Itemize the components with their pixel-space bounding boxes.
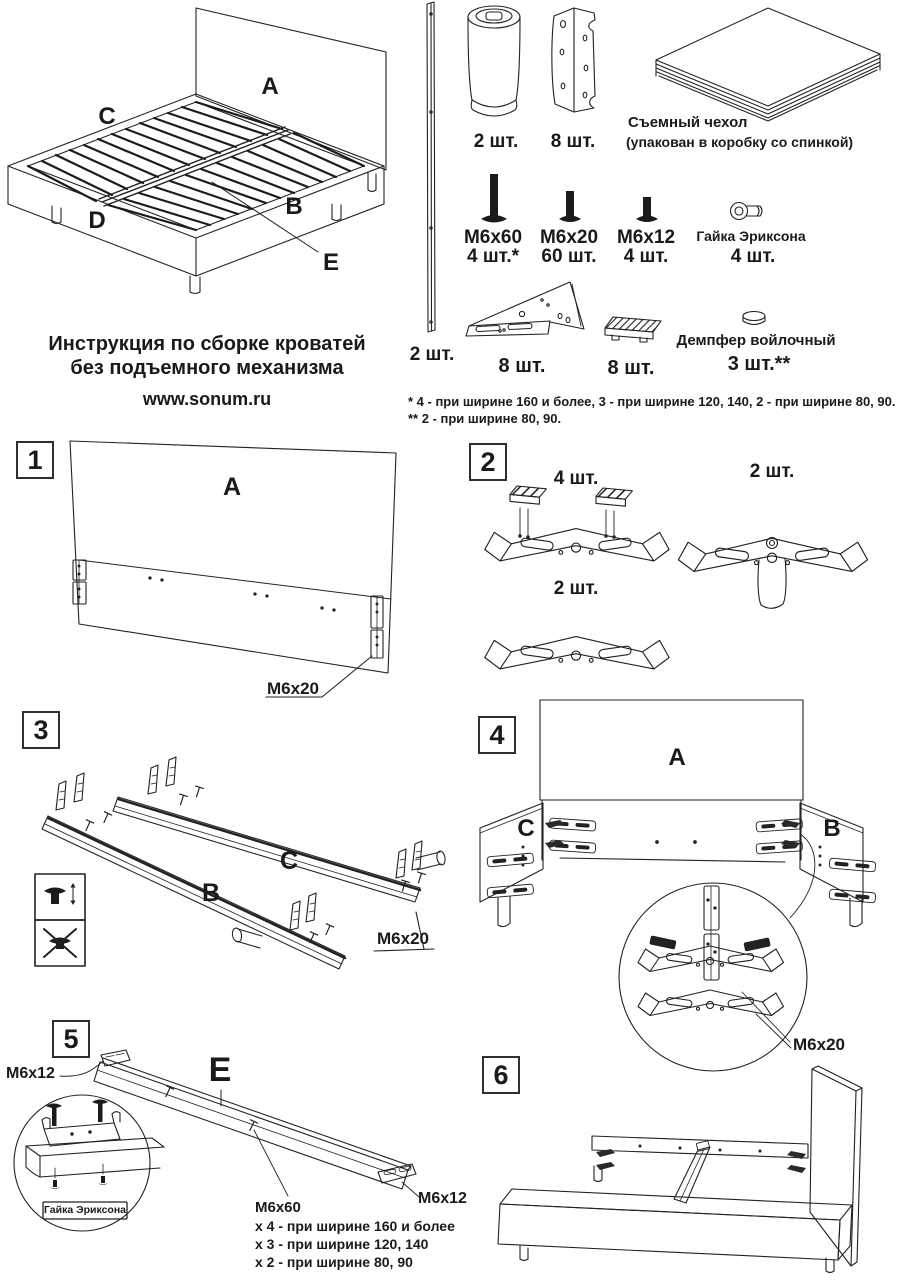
step5-fastener-left-label: M6x12 [6, 1065, 55, 1082]
step1-label-a: A [222, 473, 242, 501]
bolt-m6x20-qty: 60 шт. [541, 246, 597, 267]
bolt-m6x60-name: M6x60 [463, 227, 523, 248]
bolt-m6x12-name: M6x12 [616, 227, 676, 248]
step5-fastener-right-label: M6x12 [418, 1190, 467, 1207]
part-felt-damper-drawing [743, 312, 765, 325]
overview-label-b: B [285, 193, 303, 220]
overview-label-d: D [88, 207, 106, 234]
step1-fastener-label: M6x20 [267, 679, 319, 698]
do-not-tighten-icon [35, 920, 85, 966]
step4-number: 4 [478, 716, 516, 754]
cover-note: (упакован в коробку со спинкой) [626, 134, 854, 150]
step6-number: 6 [482, 1056, 520, 1094]
overview-label-c: C [98, 103, 116, 130]
cover-name: Съемный чехол [628, 114, 748, 131]
step3-fastener-label: M6x20 [377, 929, 429, 948]
overview-label-a: A [261, 73, 279, 100]
step6-drawing [498, 1066, 862, 1273]
part-slat-holder-drawing [605, 317, 661, 342]
step2-leg-bracket-qty: 2 шт. [749, 461, 795, 482]
leg-qty: 2 шт. [473, 131, 519, 152]
part-leg-drawing [468, 6, 520, 116]
step5-number: 5 [52, 1020, 90, 1058]
step3-number: 3 [22, 711, 60, 749]
erikson-nut-name: Гайка Эриксона [696, 228, 806, 244]
step5-bolt-note2: x 3 - при ширине 120, 140 [255, 1236, 429, 1252]
website-text: www.sonum.ru [142, 389, 272, 409]
step5-bolt-name: M6x60 [255, 1199, 301, 1216]
center-rail-qty: 2 шт. [409, 344, 455, 365]
step2-pads-qty: 4 шт. [553, 468, 599, 489]
step2-drawing [485, 486, 868, 669]
erikson-nut-qty: 4 шт. [730, 246, 776, 267]
part-cover-drawing [656, 8, 880, 121]
felt-damper-name: Демпфер войлочный [676, 332, 836, 349]
footnote-1: * 4 - при ширине 160 и более, 3 - при ширине 120, 140, 2 - при ширине 80, 90. [408, 394, 896, 409]
bolt-m6x20-name: M6x20 [539, 227, 599, 248]
step5-label-e: E [208, 1051, 232, 1089]
part-bolts-drawing [481, 174, 658, 223]
overview-label-e: E [322, 249, 340, 276]
bolt-m6x12-qty: 4 шт. [623, 246, 669, 267]
part-center-rail-strip [427, 2, 435, 332]
step5-nut-label: Гайка Эриксона [43, 1204, 127, 1216]
step4-label-c: C [517, 815, 535, 842]
part-erikson-nut-drawing [731, 203, 763, 220]
step5-bolt-note1: x 4 - при ширине 160 и более [255, 1218, 455, 1234]
title-line2: без подъемного механизма [70, 357, 344, 379]
corner-bracket-qty: 8 шт. [498, 355, 546, 377]
step2-bracket-qty: 2 шт. [553, 578, 599, 599]
footnote-2: ** 2 - при ширине 80, 90. [408, 411, 562, 426]
bolt-m6x60-qty: 4 шт.* [467, 246, 519, 267]
part-corner-bracket-drawing [466, 282, 584, 336]
slat-holder-qty: 8 шт. [607, 357, 655, 379]
part-angle-bracket-drawing [552, 8, 595, 112]
step1-number: 1 [16, 441, 54, 479]
step4-label-a: A [668, 744, 686, 771]
step5-bolt-note3: x 2 - при ширине 80, 90 [255, 1254, 413, 1270]
angle-bracket-qty: 8 шт. [550, 131, 596, 152]
step4-fastener-label: M6x20 [793, 1035, 845, 1054]
step3-label-c: C [279, 847, 299, 875]
screw-gap-icon [35, 874, 85, 920]
step2-number: 2 [469, 443, 507, 481]
step4-label-b: B [823, 815, 841, 842]
felt-damper-qty: 3 шт.** [727, 353, 791, 375]
title-line1: Инструкция по сборке кроватей [48, 333, 366, 355]
step3-label-b: B [201, 879, 221, 907]
